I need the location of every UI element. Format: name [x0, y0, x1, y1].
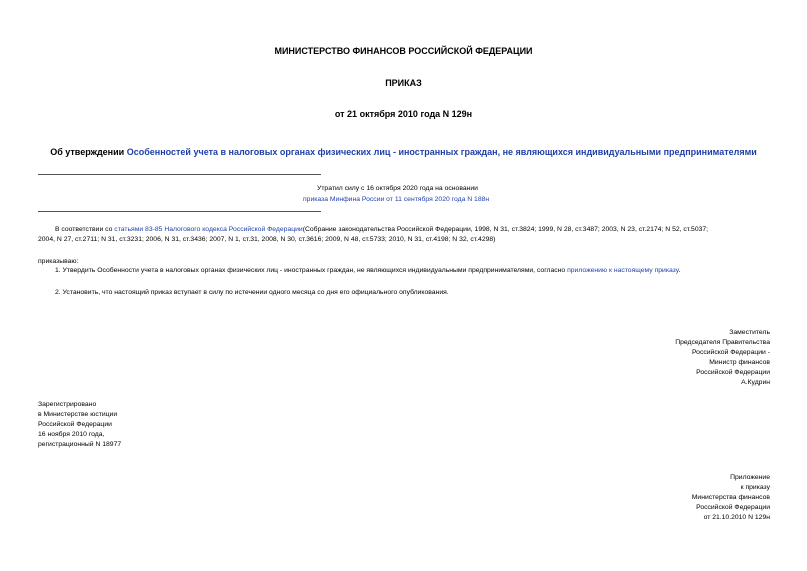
- signature-block: [675, 328, 770, 388]
- signature-line: Председателя Правительства: [675, 339, 770, 346]
- title-prefix: Об утверждении: [50, 147, 127, 157]
- signature-line: Российской Федерации -: [691, 349, 770, 356]
- signature-line: Российской Федерации: [696, 369, 770, 376]
- appendix-block: [692, 473, 770, 523]
- appendix-line: от 21.10.2010 N 129н: [703, 514, 770, 521]
- order-item-1-text: 1. Утвердить Особенности учета в налоговых органах физических лиц - иностранных граждан, не являющихся индивидуальными предпринимателями, согласно: [55, 267, 568, 274]
- signature-line: А.Кудрин: [741, 379, 770, 386]
- appendix-line: к приказу: [740, 484, 770, 491]
- title-link[interactable]: Особенностей учета в налоговых органах физических лиц - иностранных граждан, не являющихся индивидуальными предпринимателями: [126, 147, 757, 157]
- preamble-rest: (Собрание законодательства Российской Федерации, 1998, N 31, ст.3824; 1999, N 28, ст.3487; 2003, N 23, ст.2174; N 52, ст.5037;: [302, 226, 709, 233]
- order-word: приказываю:: [38, 258, 79, 265]
- document-title: [0, 147, 807, 157]
- registration-line: Российской Федерации: [38, 421, 112, 428]
- registration-block: [38, 400, 121, 450]
- order-item-1: [55, 266, 680, 276]
- doc-type-heading: ПРИКАЗ: [385, 78, 422, 88]
- divider-top: [38, 174, 321, 175]
- appendix-line: Приложение: [730, 474, 770, 481]
- preamble-line1: [55, 225, 708, 235]
- order-item-1-end: .: [678, 267, 681, 274]
- ministry-heading: МИНИСТЕРСТВО ФИНАНСОВ РОССИЙСКОЙ ФЕДЕРАЦИИ: [274, 46, 533, 56]
- registration-line: в Министерстве юстиции: [38, 411, 118, 418]
- registration-line: 16 ноября 2010 года,: [38, 431, 105, 438]
- signature-line: Министр финансов: [709, 359, 770, 366]
- appendix-line: Российской Федерации: [696, 504, 770, 511]
- registration-line: регистрационный N 18977: [38, 441, 122, 448]
- signature-line: Заместитель: [729, 329, 770, 336]
- status-note-line1: Утратил силу с 16 октября 2020 года на основании: [317, 185, 478, 192]
- registration-line: Зарегистрировано: [38, 401, 97, 408]
- divider-bottom: [38, 211, 321, 212]
- appendix-line: Министерства финансов: [691, 494, 770, 501]
- preamble-line2: 2004, N 27, ст.2711; N 31, ст.3231; 2006, N 31, ст.3436; 2007, N 1, ст.31, 2008, N 30, ст.3616; 2009, N 48, ст.5733; 2010, N 31, ст.4198; N 32, ст.4298): [38, 236, 496, 243]
- status-note-link[interactable]: приказа Минфина России от 11 сентября 2020 года N 188н: [303, 196, 490, 203]
- order-item-2: 2. Установить, что настоящий приказ вступает в силу по истечении одного месяца со дня его официального опубликования.: [55, 289, 449, 296]
- preamble-prefix: В соответствии со: [55, 226, 115, 233]
- preamble-tax-code-link[interactable]: статьями 83-85 Налогового кодекса Российской Федерации: [114, 226, 303, 233]
- date-number-heading: от 21 октября 2010 года N 129н: [334, 109, 473, 119]
- appendix-link[interactable]: приложению к настоящему приказу: [567, 267, 679, 274]
